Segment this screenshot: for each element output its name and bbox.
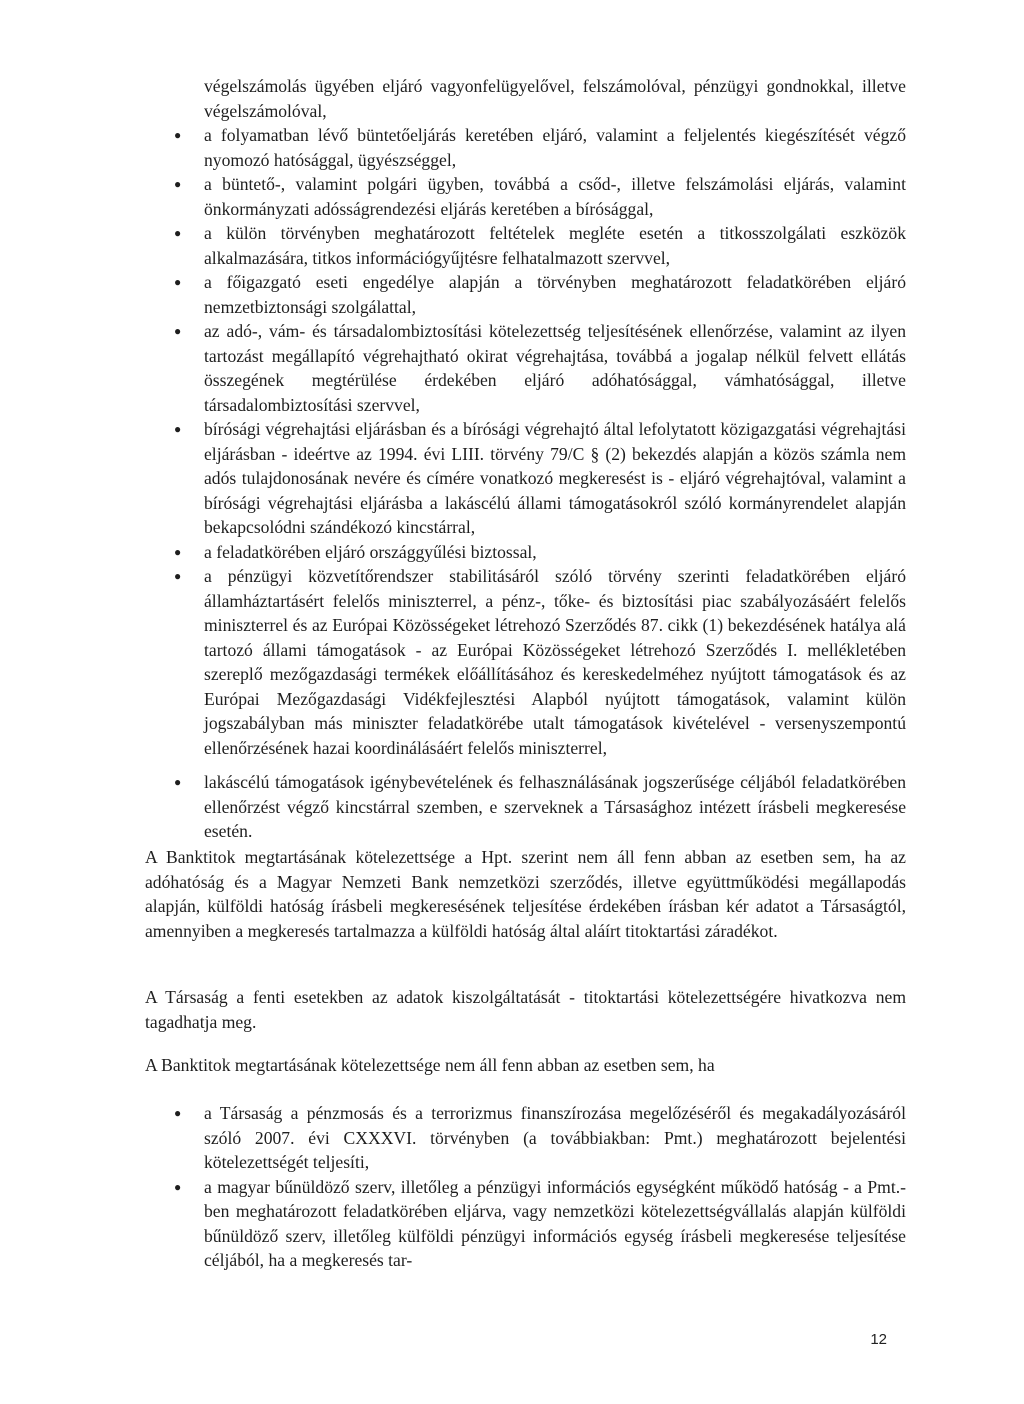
list-item-text: a pénzügyi közvetítőrendszer stabilitásáról szóló törvény szerinti feladatkörében eljáró államháztartásért felelős miniszterrel, a pénz-, tőke- és biztosítási piac szabályozásáért felelős miniszterrel és az Európai Közösségeket létrehozó Szerződés 87. cikk (1) bekezdésének hatálya alá tartozó állami támogatások - az Európai Közösségeket létrehozó Szerződés I. mellékletében szereplő mezőgazdasági termékek előállításához és kereskedelméhez nyújtott támogatások és az Európai Mezőgazdasági Vidékfejlesztési Alapból nyújtott támogatások, valamint külön jogszabályban más miniszter feladatkörébe utalt támogatások kivételével - versenyszempontú ellenőrzésének hazai koordinálásáért felelős miniszterrel, (204, 566, 906, 758)
list-item (164, 564, 906, 760)
bullet-icon: ● (174, 177, 182, 191)
list-item (164, 319, 906, 417)
list-item (164, 172, 906, 221)
paragraph-banktitok-exception: A Banktitok megtartásának kötelezettsége a Hpt. szerint nem áll fenn abban az esetben sem, ha az adóhatóság és a Magyar Nemzeti Bank nemzetközi szerződés, illetve együttműködési megállapodás alapján, külföldi hatóság írásbeli megkeresésének teljesítése érdekében írásban kér adatot a Társaságtól, amennyiben a megkeresés tartalmazza a külföldi hatóság által aláírt titoktartási záradékot. (145, 847, 906, 941)
bullet-icon: ● (174, 128, 182, 142)
list-item-text: bírósági végrehajtási eljárásban és a bírósági végrehajtó által lefolytatott közigazgatási végrehajtási eljárásban - ideértve az 1994. évi LIII. törvény 79/C § (2) bekezdés alapján a közös számla nem adós tulajdonosának nevére és címére vonatkozó megkeresést is - eljáró végrehajtóval, valamint a bírósági végrehajtási eljárásba a lakáscélú állami támogatásokról szóló kormányrendelet alapján bekapcsolódni szándékozó kincstárral, (204, 419, 906, 537)
list-item-text: az adó-, vám- és társadalombiztosítási kötelezettség teljesítésének ellenőrzése, valamint az ilyen tartozást megállapító végrehajtható okirat végrehajtása, továbbá a jogalap nélkül felvett ellátás összegének megtérülése érdekében eljáró adóhatósággal, vámhatósággal, illetve társadalombiztosítási szervvel, (204, 321, 906, 415)
list-item-text: a Társaság a pénzmosás és a terrorizmus finanszírozása megelőzéséről és megakadályozásáról szóló 2007. évi CXXXVI. törvényben (a továbbiakban: Pmt.) meghatározott bejelentési kötelezettségét teljesíti, (204, 1103, 906, 1172)
list-item (164, 270, 906, 319)
list-item-text: a feladatkörében eljáró országgyűlési biztossal, (204, 541, 537, 562)
bullet-icon: ● (174, 775, 182, 789)
bullet-list-recipients (164, 74, 906, 844)
list-item-text: a főigazgató eseti engedélye alapján a törvényben meghatározott feladatkörében eljáró nemzetbiztonsági szolgálattal, (204, 272, 906, 317)
list-item (164, 417, 906, 540)
paragraph-further-exceptions: A Banktitok megtartásának kötelezettsége nem áll fenn abban az esetben sem, ha (145, 1055, 715, 1075)
list-item-text: lakáscélú támogatások igénybevételének és felhasználásának jogszerűsége céljából feladatkörében ellenőrzést végző kincstárral szemben, e szerveknek a Társasághoz intézett írásbeli megkeresése esetén. (204, 772, 906, 841)
list-item (164, 1175, 906, 1273)
list-item (164, 540, 906, 565)
list-item-text: a magyar bűnüldöző szerv, illetőleg a pénzügyi információs egységként működő hatóság - a Pmt.-ben meghatározott feladatkörében eljárva, vagy nemzetközi kötelezettségvállalás alapján külföldi bűnüldöző szerv, illetőleg külföldi pénzügyi információs egység írásbeli megkeresése teljesítése céljából, ha a megkeresés tar- (204, 1176, 906, 1270)
bullet-icon: ● (174, 1179, 182, 1194)
list-item-text: a külön törvényben meghatározott feltételek megléte esetén a titkosszolgálati eszközök alkalmazására, titkos információgyűjtésre felhatalmazott szervvel, (204, 223, 906, 268)
bullet-icon: ● (174, 422, 182, 436)
bullet-icon: ● (174, 544, 182, 559)
list-item-text: a folyamatban lévő büntetőeljárás keretében eljáró, valamint a feljelentés kiegészítését végző nyomozó hatósággal, ügyészséggel, (204, 125, 906, 170)
list-item (164, 770, 906, 844)
bullet-list-exceptions (164, 1101, 906, 1273)
list-continuation-text: végelszámolás ügyében eljáró vagyonfelügyelővel, felszámolóval, pénzügyi gondnokkal, illetve végelszámolóval, (204, 76, 906, 121)
bullet-icon: ● (174, 275, 182, 289)
paragraph-no-refusal: A Társaság a fenti esetekben az adatok kiszolgáltatását - titoktartási kötelezettségére hivatkozva nem tagadhatja meg. (145, 987, 906, 1032)
list-item (164, 221, 906, 270)
bullet-icon: ● (174, 324, 182, 338)
bullet-icon: ● (174, 1106, 182, 1120)
list-item (164, 1101, 906, 1175)
page-number: 12 (870, 1331, 887, 1348)
list-item-text: a büntető-, valamint polgári ügyben, továbbá a csőd-, illetve felszámolási eljárás, valamint önkormányzati adósságrendezési eljárás keretében a bírósággal, (204, 174, 906, 219)
bullet-icon: ● (174, 569, 182, 583)
list-item (164, 123, 906, 172)
bullet-icon: ● (174, 226, 182, 240)
